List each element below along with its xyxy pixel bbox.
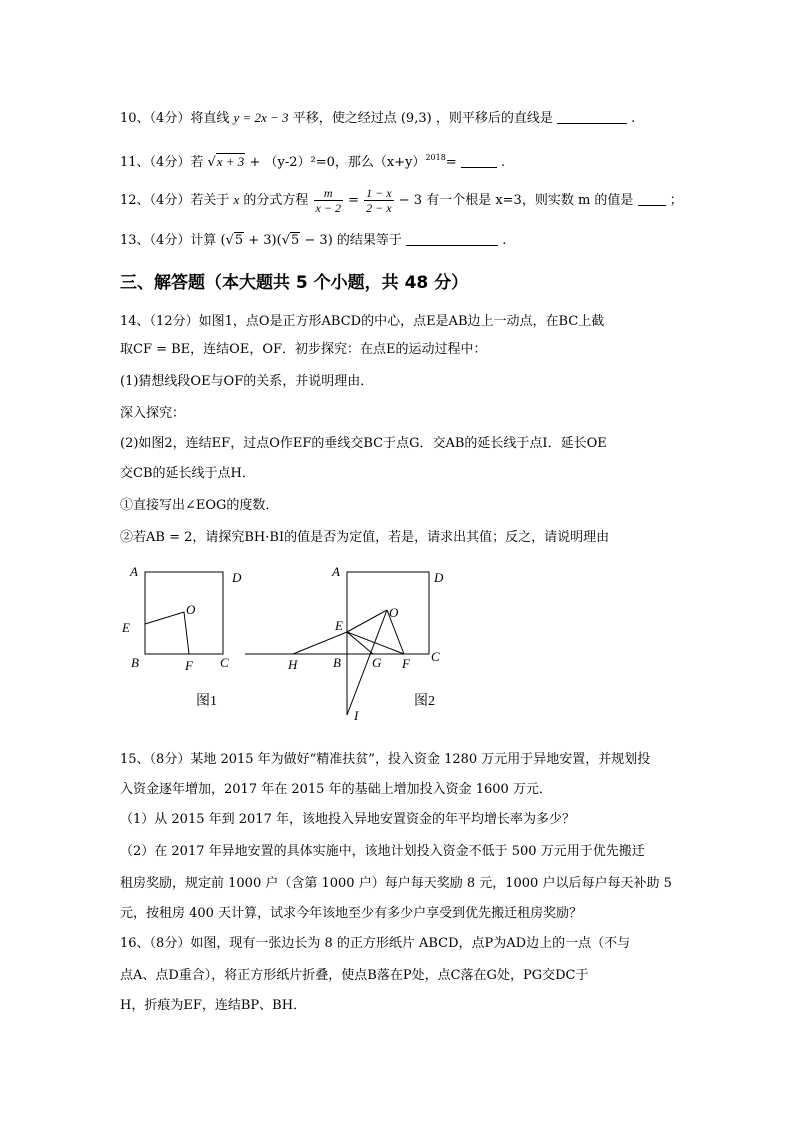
q13-expr2-tail: − 3 — [300, 233, 328, 248]
q15-line-1: 15、（8分）某地 2015 年为做好“精准扶贫”，投入资金 1280 万元用于异地安置，并规划投 — [120, 752, 651, 767]
fig1-segments — [145, 612, 189, 654]
q12-end: ； — [669, 193, 683, 208]
q12-equals: = — [348, 193, 360, 208]
q12-fraction-1 — [314, 186, 343, 215]
question-11 — [120, 148, 505, 173]
question-12 — [120, 182, 683, 219]
q14-line-7: ①直接写出∠EOG的度数． — [120, 498, 279, 513]
fig2-line-eg — [347, 632, 373, 654]
question-13 — [120, 231, 506, 251]
fig2-label-c: C — [431, 649, 440, 664]
sqrt-symbol: √ — [207, 155, 216, 170]
fig2-label-o: O — [389, 605, 399, 620]
q10-point: (9,3) — [400, 111, 432, 126]
fig2-label-f: F — [402, 656, 410, 671]
section-heading: 三、解答题（本大题共 5 个小题，共 48 分） — [120, 273, 469, 293]
q12-suffix: 有一个根是 x=3，则实数 m 的值是 — [426, 193, 634, 208]
q12-variable: x — [233, 192, 240, 207]
fig1-label-d: D — [232, 570, 242, 585]
q13-sqrt1: 5 — [234, 233, 244, 248]
fig2-label-e: E — [335, 618, 343, 633]
q12-frac1-numerator: m — [314, 186, 343, 201]
q12-fraction-2 — [364, 186, 393, 215]
q14-line-4: 深入探究： — [120, 406, 186, 421]
fig1-label-a: A — [130, 564, 138, 579]
q13-suffix: 的结果等于 — [336, 233, 402, 248]
q12-prefix: 12、（4分）若关于 — [120, 193, 230, 208]
q11-end: . — [500, 155, 506, 170]
fig1-label-e: E — [122, 620, 130, 635]
q10-expression: y = 2x − 3 — [233, 110, 289, 125]
fig1-label-f: F — [185, 658, 193, 673]
q13-end: . — [502, 233, 507, 248]
q15-line-5: 租房奖励，规定前 1000 户（含第 1000 户）每户每天奖励 8 元，1000 户以后每户每天补助 5 — [120, 876, 672, 891]
q15-line-3: （1）从 2015 年到 2017 年，该地投入异地安置资金的年平均增长率为多少？ — [120, 812, 575, 827]
q12-frac1-denominator: x − 2 — [315, 201, 341, 215]
q12-frac2-numerator: 1 − x — [366, 186, 392, 200]
q13-expr2: (√5 − 3) — [276, 233, 333, 248]
q13-prefix: 13、（4分）计算 — [120, 233, 217, 248]
figure-1-labels — [121, 564, 242, 673]
q12-mid: 的分式方程 — [243, 193, 309, 208]
q13-answer-blank[interactable] — [406, 231, 498, 246]
fig2-label-d: D — [434, 570, 444, 585]
q10-answer-blank[interactable] — [557, 109, 627, 124]
q14-line-6: 交CB的延长线于点H． — [120, 466, 255, 481]
q13-sqrt2: 5 — [290, 233, 300, 248]
fig2-caption: 图2 — [414, 694, 435, 709]
fig1-label-b: B — [131, 655, 139, 670]
q13-expr1: (√5 + 3) — [220, 233, 277, 248]
fig1-caption: 图1 — [196, 694, 217, 709]
q15-line-2: 入资金逐年增加，2017 年在 2015 年的基础上增加投入资金 1600 万元． — [120, 782, 552, 797]
fig1-label-o: O — [186, 602, 196, 617]
q12-frac2-denominator: 2 − x — [366, 201, 392, 215]
q11-answer-blank[interactable] — [461, 153, 497, 168]
q15-line-4: （2）在 2017 年异地安置的具体实施中，该地计划投入资金不低于 500 万元用于优先搬迁 — [120, 844, 645, 859]
q12-minus: − 3 — [398, 193, 423, 208]
q15-line-6: 元，按租房 400 天计算，试求今年该地至少有多少户享受到优先搬迁租房奖励？ — [120, 906, 583, 921]
fig2-line-he — [293, 632, 347, 654]
fig2-label-a: A — [332, 564, 340, 579]
q14-line-2: 取CF = BE，连结OE，OF．初步探究：在点E的运动过程中： — [120, 342, 487, 357]
q10-end: . — [631, 111, 636, 126]
q14-line-8: ②若AB = 2，请探究BH·BI的值是否为定值，若是，请求出其值；反之，请说明理由 — [120, 530, 610, 545]
q16-line-1: 16、（8分）如图，现有一张边长为 8 的正方形纸片 ABCD，点P为AD边上的一点（不与 — [120, 936, 631, 951]
geometry-figures — [0, 560, 794, 760]
question-10 — [120, 108, 635, 129]
fig2-line-eo — [347, 610, 387, 632]
q10-suffix: ，则平移后的直线是 — [435, 111, 553, 126]
q11-exponent: 2018 — [425, 153, 446, 162]
fig2-label-h: H — [288, 657, 298, 672]
q11-suffix: = — [445, 155, 457, 170]
q16-line-2: 点A、点D重合），将正方形纸片折叠，使点B落在P处，点C落在G处，PG交DC于 — [120, 968, 589, 983]
q12-answer-blank[interactable] — [638, 191, 666, 206]
q11-mid: + （y-2）²=0，那么（x+y） — [249, 155, 426, 170]
q11-sqrt-content: x + 3 — [216, 154, 245, 169]
fig2-label-b: B — [333, 655, 341, 670]
fig2-label-g: G — [372, 655, 382, 670]
q14-line-3: (1)猜想线段OE与OF的关系，并说明理由． — [120, 374, 374, 389]
q16-line-3: H，折痕为EF，连结BP、BH． — [120, 998, 307, 1013]
figure-2 — [245, 572, 429, 715]
fig1-label-c: C — [220, 655, 229, 670]
q14-line-1: 14、（12分）如图1，点O是正方形ABCD的中心，点E是AB边上一动点，在BC上截 — [120, 314, 605, 329]
figure-1 — [145, 572, 223, 654]
q14-line-5: (2)如图2，连结EF，过点O作EF的垂线交BC于点G．交AB的延长线于点I．延长OE — [120, 436, 607, 451]
q11-prefix: 11、（4分）若 — [120, 155, 204, 170]
q10-prefix: 10、（4分）将直线 — [120, 111, 230, 126]
q10-mid: 平移，使之经过点 — [292, 111, 397, 126]
fig2-label-i: I — [354, 708, 359, 723]
fig2-line-ef — [347, 632, 404, 654]
q13-expr1-tail: + 3 — [244, 233, 272, 248]
